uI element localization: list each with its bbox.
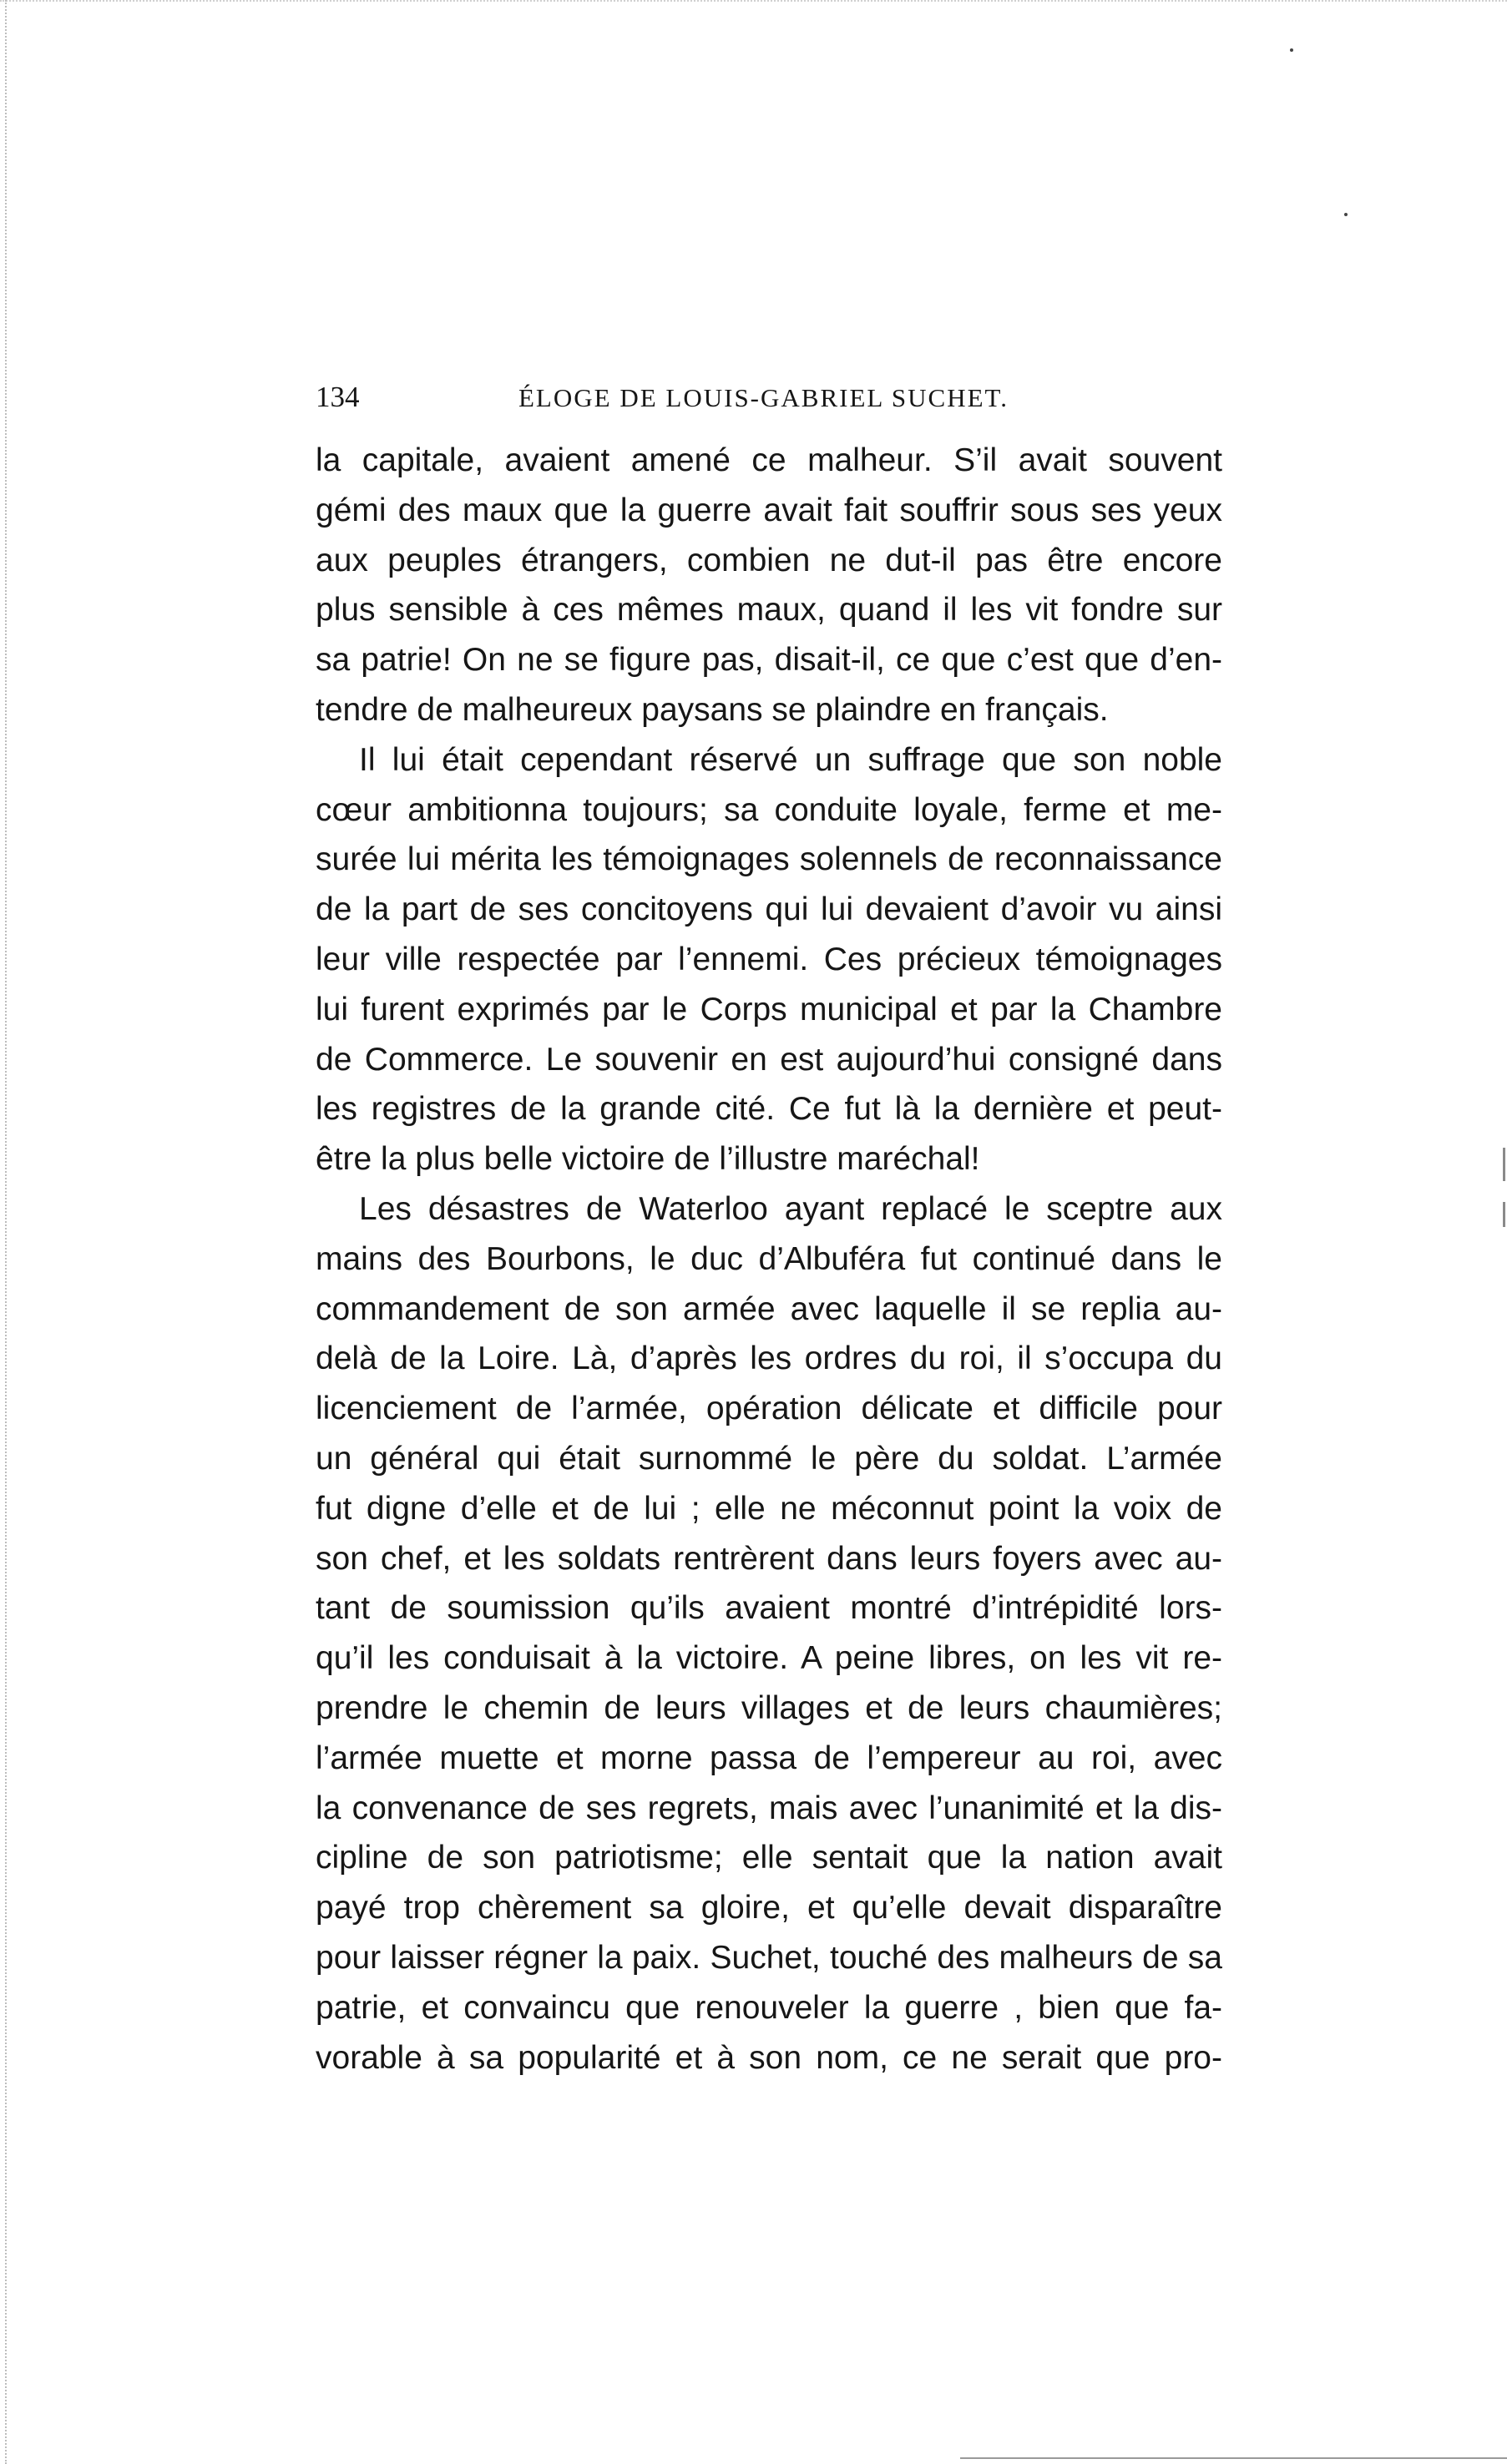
text-line: gémi des maux que la guerre avait fait souffrir sous ses yeux xyxy=(316,492,1222,528)
text-line: tendre de malheureux paysans se plaindre en français. xyxy=(316,691,1109,728)
scan-edge-top xyxy=(0,0,1507,2)
text-line: Il lui était cependant réservé un suffrage que son noble xyxy=(359,741,1222,778)
text-line: pour laisser régner la paix. Suchet, touché des malheurs de sa xyxy=(316,1939,1222,1976)
text-line: plus sensible à ces mêmes maux, quand il les vit fondre sur xyxy=(316,592,1222,629)
text-line: fut digne d’elle et de lui ; elle ne méconnut point la voix de xyxy=(316,1490,1222,1527)
text-line: son chef, et les soldats rentrèrent dans leurs foyers avec au- xyxy=(316,1540,1222,1577)
text-line: aux peuples étrangers, combien ne dut-il pas être encore xyxy=(316,542,1222,578)
scan-speck xyxy=(1344,213,1348,216)
text-line: surée lui mérita les témoignages solennels de reconnaissance xyxy=(316,841,1222,878)
text-line: tant de soumission qu’ils avaient montré d’intrépidité lors- xyxy=(316,1590,1222,1627)
text-line: prendre le chemin de leurs villages et de leurs chaumières; xyxy=(316,1689,1222,1726)
margin-mark xyxy=(1503,1148,1505,1181)
text-line: les registres de la grande cité. Ce fut là la dernière et peut- xyxy=(316,1091,1222,1128)
scan-edge-left xyxy=(5,0,7,2464)
text-line: patrie, et convaincu que renouveler la guerre , bien que fa- xyxy=(316,1989,1222,2026)
scan-speck xyxy=(1290,48,1293,52)
text-line: un général qui était surnommé le père du soldat. L’armée xyxy=(316,1440,1222,1477)
text-line: la capitale, avaient amené ce malheur. S’il avait souvent xyxy=(316,442,1222,478)
text-line: qu’il les conduisait à la victoire. A peine libres, on les vit re- xyxy=(316,1640,1222,1677)
text-line: la convenance de ses regrets, mais avec l’unanimité et la dis- xyxy=(316,1790,1222,1826)
text-line: commandement de son armée avec laquelle il se replia au- xyxy=(316,1290,1222,1327)
text-line: payé trop chèrement sa gloire, et qu’elle devait disparaître xyxy=(316,1890,1222,1926)
running-head: ÉLOGE DE LOUIS-GABRIEL SUCHET. xyxy=(518,383,1009,412)
text-line: leur ville respectée par l’ennemi. Ces précieux témoignages xyxy=(316,941,1222,977)
text-line: mains des Bourbons, le duc d’Albuféra fut continué dans le xyxy=(316,1240,1222,1277)
text-line: de la part de ses concitoyens qui lui devaient d’avoir vu ainsi xyxy=(316,891,1222,928)
text-line: Les désastres de Waterloo ayant replacé le sceptre aux xyxy=(359,1190,1222,1227)
page-number: 134 xyxy=(316,381,360,413)
text-line: cœur ambitionna toujours; sa conduite loyale, ferme et me- xyxy=(316,791,1222,828)
text-line: vorable à sa popularité et à son nom, ce ne serait que pro- xyxy=(316,2039,1222,2076)
text-line: de Commerce. Le souvenir en est aujourd’hui consigné dans xyxy=(316,1041,1222,1078)
body-text xyxy=(316,436,1222,2083)
text-line: delà de la Loire. Là, d’après les ordres du roi, il s’occupa du xyxy=(316,1341,1222,1377)
text-line: lui furent exprimés par le Corps municipal et par la Chambre xyxy=(316,991,1222,1028)
text-line: licenciement de l’armée, opération délicate et difficile pour xyxy=(316,1391,1222,1427)
text-line: être la plus belle victoire de l’illustre maréchal! xyxy=(316,1141,980,1178)
scan-edge-bottom xyxy=(960,2457,1507,2459)
text-line: l’armée muette et morne passa de l’empereur au roi, avec xyxy=(316,1739,1222,1776)
margin-mark xyxy=(1503,1202,1505,1227)
page-header xyxy=(316,381,1234,431)
text-line: sa patrie! On ne se figure pas, disait-il, ce que c’est que d’en- xyxy=(316,642,1222,679)
text-line: cipline de son patriotisme; elle sentait que la nation avait xyxy=(316,1840,1222,1876)
